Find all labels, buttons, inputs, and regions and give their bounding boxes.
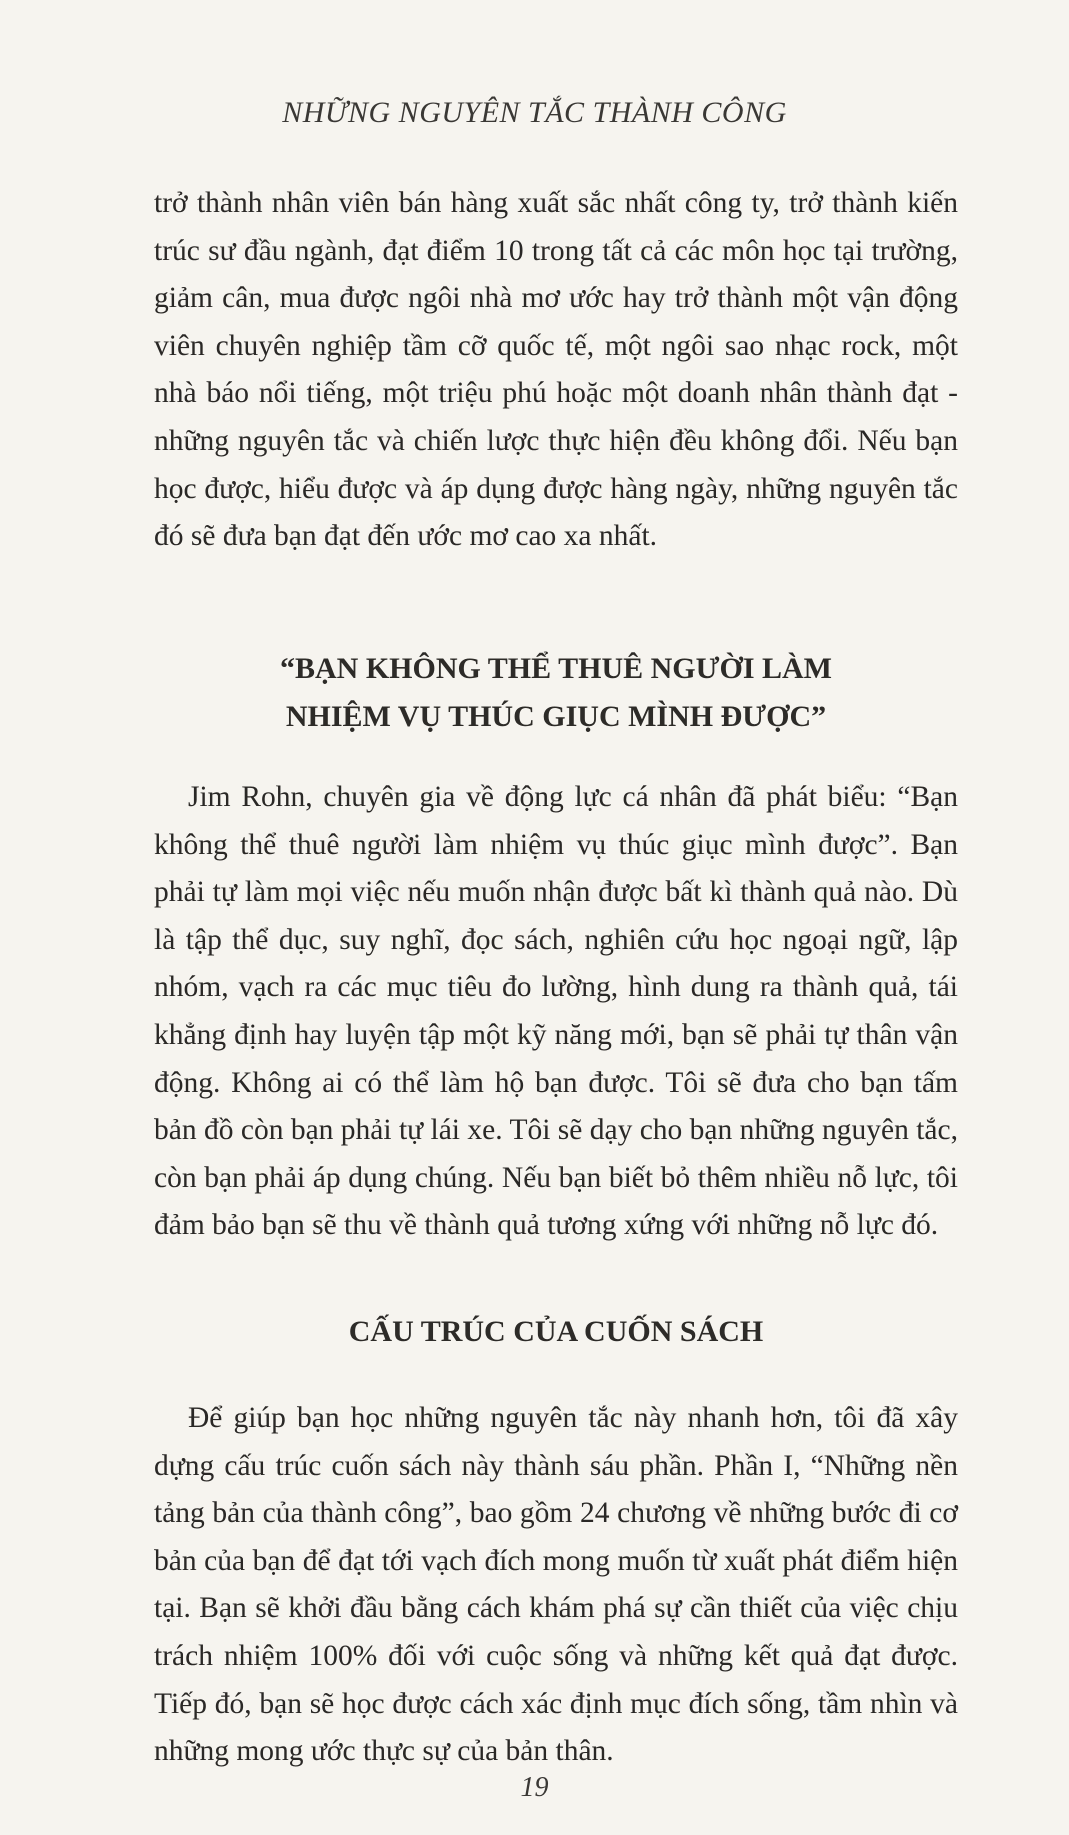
quote-heading: [154, 645, 958, 741]
paragraph-book-structure: Để giúp bạn học những nguyên tắc này nhanh hơn, tôi đã xây dựng cấu trúc cuốn sách này thành sáu phần. Phần I, “Những nền tảng bản của thành công”, bao gồm 24 chương về những bước đi cơ bản của bạn để đạt tới vạch đích mong muốn từ xuất phát điểm hiện tại. Bạn sẽ khởi đầu bằng cách khám phá sự cần thiết của việc chịu trách nhiệm 100% đối với cuộc sống và những kết quả đạt được. Tiếp đó, bạn sẽ học được cách xác định mục đích sống, tầm nhìn và những mong ước thực sự của bản thân.: [154, 1402, 958, 1768]
page-number: 19: [520, 1772, 549, 1803]
quote-heading-line-1: “BẠN KHÔNG THỂ THUÊ NGƯỜI LÀM: [279, 652, 832, 685]
quote-heading-line-2: NHIỆM VỤ THÚC GIỤC MÌNH ĐƯỢC”: [285, 700, 827, 733]
paragraph-jim-rohn: Jim Rohn, chuyên gia về động lực cá nhân đã phát biểu: “Bạn không thể thuê người làm nhiệm vụ thúc giục mình được”. Bạn phải tự làm mọi việc nếu muốn nhận được bất kì thành quả nào. Dù là tập thể dục, suy nghĩ, đọc sách, nghiên cứu học ngoại ngữ, lập nhóm, vạch ra các mục tiêu đo lường, hình dung ra thành quả, tái khẳng định hay luyện tập một kỹ năng mới, bạn sẽ phải tự thân vận động. Không ai có thể làm hộ bạn được. Tôi sẽ đưa cho bạn tấm bản đồ còn bạn phải tự lái xe. Tôi sẽ dạy cho bạn những nguyên tắc, còn bạn phải áp dụng chúng. Nếu bạn biết bỏ thêm nhiều nỗ lực, tôi đảm bảo bạn sẽ thu về thành quả tương xứng với những nỗ lực đó.: [154, 781, 958, 1242]
paragraph-intro: trở thành nhân viên bán hàng xuất sắc nhất công ty, trở thành kiến trúc sư đầu ngành, đạt điểm 10 trong tất cả các môn học tại trường, giảm cân, mua được ngôi nhà mơ ước hay trở thành một vận động viên chuyên nghiệp tầm cỡ quốc tế, một ngôi sao nhạc rock, một nhà báo nổi tiếng, một triệu phú hoặc một doanh nhân thành đạt - những nguyên tắc và chiến lược thực hiện đều không đổi. Nếu bạn học được, hiểu được và áp dụng được hàng ngày, những nguyên tắc đó sẽ đưa bạn đạt đến ước mơ cao xa nhất.: [154, 187, 958, 553]
section-heading: CẤU TRÚC CỦA CUỐN SÁCH: [348, 1315, 764, 1348]
running-head: NHỮNG NGUYÊN TẮC THÀNH CÔNG: [282, 96, 787, 129]
